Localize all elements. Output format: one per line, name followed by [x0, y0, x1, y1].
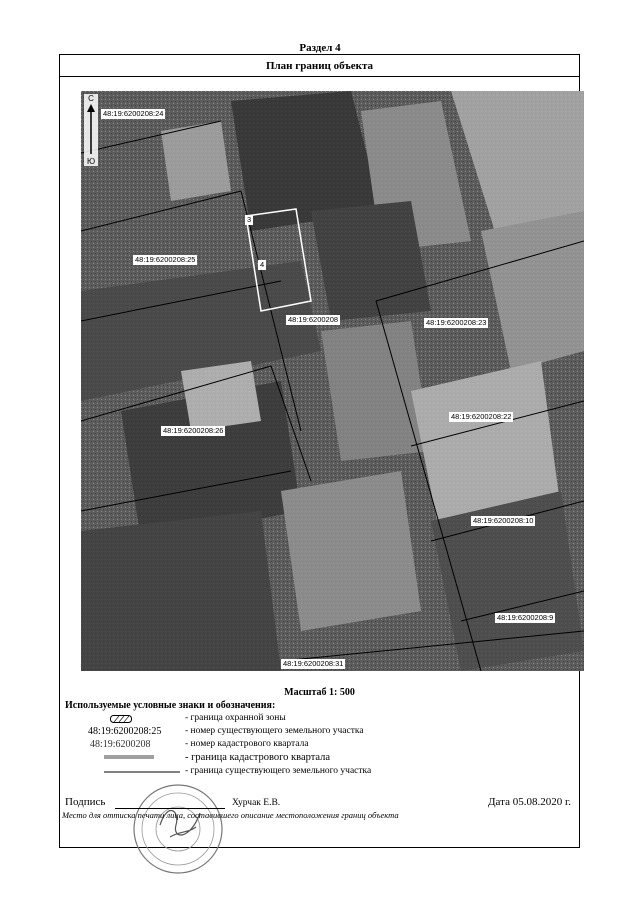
- compass: [84, 94, 98, 166]
- parcel-label[interactable]: 48:19:6200208:23: [426, 318, 487, 327]
- official-stamp: [130, 781, 226, 877]
- point-label: 4: [260, 260, 265, 269]
- stamp-note: Место для оттиска печати лица, составившего описание местоположения границ объекта: [62, 810, 399, 820]
- legend-sample: 48:19:6200208:25: [88, 726, 162, 737]
- parcel-label[interactable]: 48:19:6200208:26: [163, 426, 224, 435]
- parcel-label[interactable]: 48:19:6200208:24: [103, 109, 164, 118]
- north-arrow-icon: [87, 104, 95, 154]
- parcel-label[interactable]: 48:19:6200208:22: [451, 412, 512, 421]
- signature-label: Подпись: [65, 796, 106, 808]
- hatched-zone-icon: [110, 715, 132, 723]
- legend-sample: 48:19:6200208: [90, 739, 151, 750]
- signature-line: [115, 808, 225, 809]
- double-line-icon: [104, 755, 154, 759]
- section-title: Раздел 4: [299, 42, 341, 54]
- aerial-map[interactable]: [81, 91, 584, 671]
- compass-south: Ю: [86, 157, 96, 166]
- map-scale: Масштаб 1: 500: [284, 687, 355, 698]
- document-date: Дата 05.08.2020 г.: [488, 796, 571, 808]
- document-frame: План границ объекта С Ю 48:19:6200208:24 48:19:6200208:25 48:19:6200208 48:19:6200208:23 48:19:6200208:26 48:19:6200208:22 48:19:6200208:10 48:19:6200208:9 48:19:6200208:31 3 4 Масштаб 1: 500 Используемые условные знаки и обозначения: - граница охранной зоны 48:19:6200208:25 - номер существующего земельного участка 48:19:6200208 - номер кадастрового квартала - граница кадастрового квартала - граница существующего земельного участка Подпись Хурчак Е.В. Дата 05.08.2020 г. Место для оттиска печати лица, составившего описание местоположения границ объекта: [59, 54, 580, 848]
- aerial-photo: [81, 91, 584, 671]
- compass-north: С: [88, 94, 94, 103]
- parcel-label[interactable]: 48:19:6200208:31: [283, 659, 344, 668]
- signer-name: Хурчак Е.В.: [232, 798, 281, 808]
- legend-title: Используемые условные знаки и обозначения:: [65, 700, 276, 711]
- parcel-label[interactable]: 48:19:6200208:25: [135, 255, 196, 264]
- point-label: 3: [247, 215, 252, 224]
- line-icon: [104, 771, 180, 773]
- parcel-label[interactable]: 48:19:6200208:10: [473, 516, 534, 525]
- quarter-label[interactable]: 48:19:6200208: [288, 315, 339, 324]
- parcel-label[interactable]: 48:19:6200208:9: [497, 613, 554, 622]
- plan-title: План границ объекта: [60, 55, 579, 77]
